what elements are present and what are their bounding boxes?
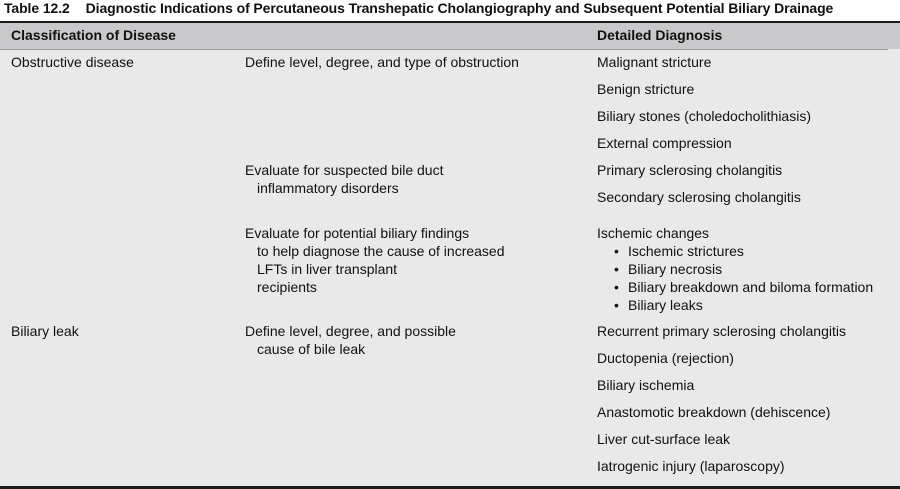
bullet-item: • Biliary necrosis xyxy=(597,260,873,278)
indication-inflammatory xyxy=(245,161,443,197)
indication-line: recipients xyxy=(257,279,317,295)
diagnosis-item: Ductopenia (rejection) xyxy=(597,350,734,366)
diagnosis-item: Liver cut-surface leak xyxy=(597,431,731,447)
classification-obstructive: Obstructive disease xyxy=(11,54,134,70)
diagnosis-item: Malignant stricture xyxy=(597,54,712,70)
indication-line: Evaluate for potential biliary findings xyxy=(245,225,470,241)
bullet-item: • Biliary leaks xyxy=(597,296,873,314)
header-detailed-diagnosis: Detailed Diagnosis xyxy=(597,27,723,43)
indication-bile-leak xyxy=(245,322,456,358)
bullet-item: • Ischemic strictures xyxy=(597,242,873,260)
table-title: Diagnostic Indications of Percutaneous Transhepatic Cholangiography and Subsequent Potential Biliary Drainage xyxy=(85,0,834,16)
indication-line: LFTs in liver transplant xyxy=(257,261,398,277)
diagnosis-item: Benign stricture xyxy=(597,81,695,97)
indication-line: Define level, degree, and possible xyxy=(245,323,456,339)
diagnostic-table xyxy=(0,21,900,489)
ischemic-bullet-list xyxy=(597,242,873,314)
diagnosis-item: Secondary sclerosing cholangitis xyxy=(597,189,801,205)
table-caption xyxy=(4,0,833,16)
header-rule xyxy=(0,49,888,50)
diagnosis-item: Iatrogenic injury (laparoscopy) xyxy=(597,458,785,474)
indication-line: cause of bile leak xyxy=(257,341,366,357)
diagnosis-item: Primary sclerosing cholangitis xyxy=(597,162,783,178)
indication-line: to help diagnose the cause of increased xyxy=(257,243,505,259)
diagnosis-ischemic xyxy=(597,224,873,314)
diagnosis-item: External compression xyxy=(597,135,732,151)
bullet-item: • Biliary breakdown and biloma formation xyxy=(597,278,873,296)
header-classification: Classification of Disease xyxy=(11,27,176,43)
indication-obstruction: Define level, degree, and type of obstruction xyxy=(245,54,519,70)
indication-line: Evaluate for suspected bile duct xyxy=(245,162,444,178)
diagnosis-item: Biliary stones (choledocholithiasis) xyxy=(597,108,811,124)
diagnosis-item: Anastomotic breakdown (dehiscence) xyxy=(597,404,831,420)
table-header xyxy=(0,23,900,49)
classification-biliary-leak: Biliary leak xyxy=(11,323,79,339)
table-number: Table 12.2 xyxy=(4,0,70,16)
diagnosis-item: Ischemic changes xyxy=(597,225,710,241)
diagnosis-item: Recurrent primary sclerosing cholangitis xyxy=(597,323,846,339)
indication-line: inflammatory disorders xyxy=(257,180,399,196)
diagnosis-item: Biliary ischemia xyxy=(597,377,695,393)
indication-transplant xyxy=(245,224,505,296)
